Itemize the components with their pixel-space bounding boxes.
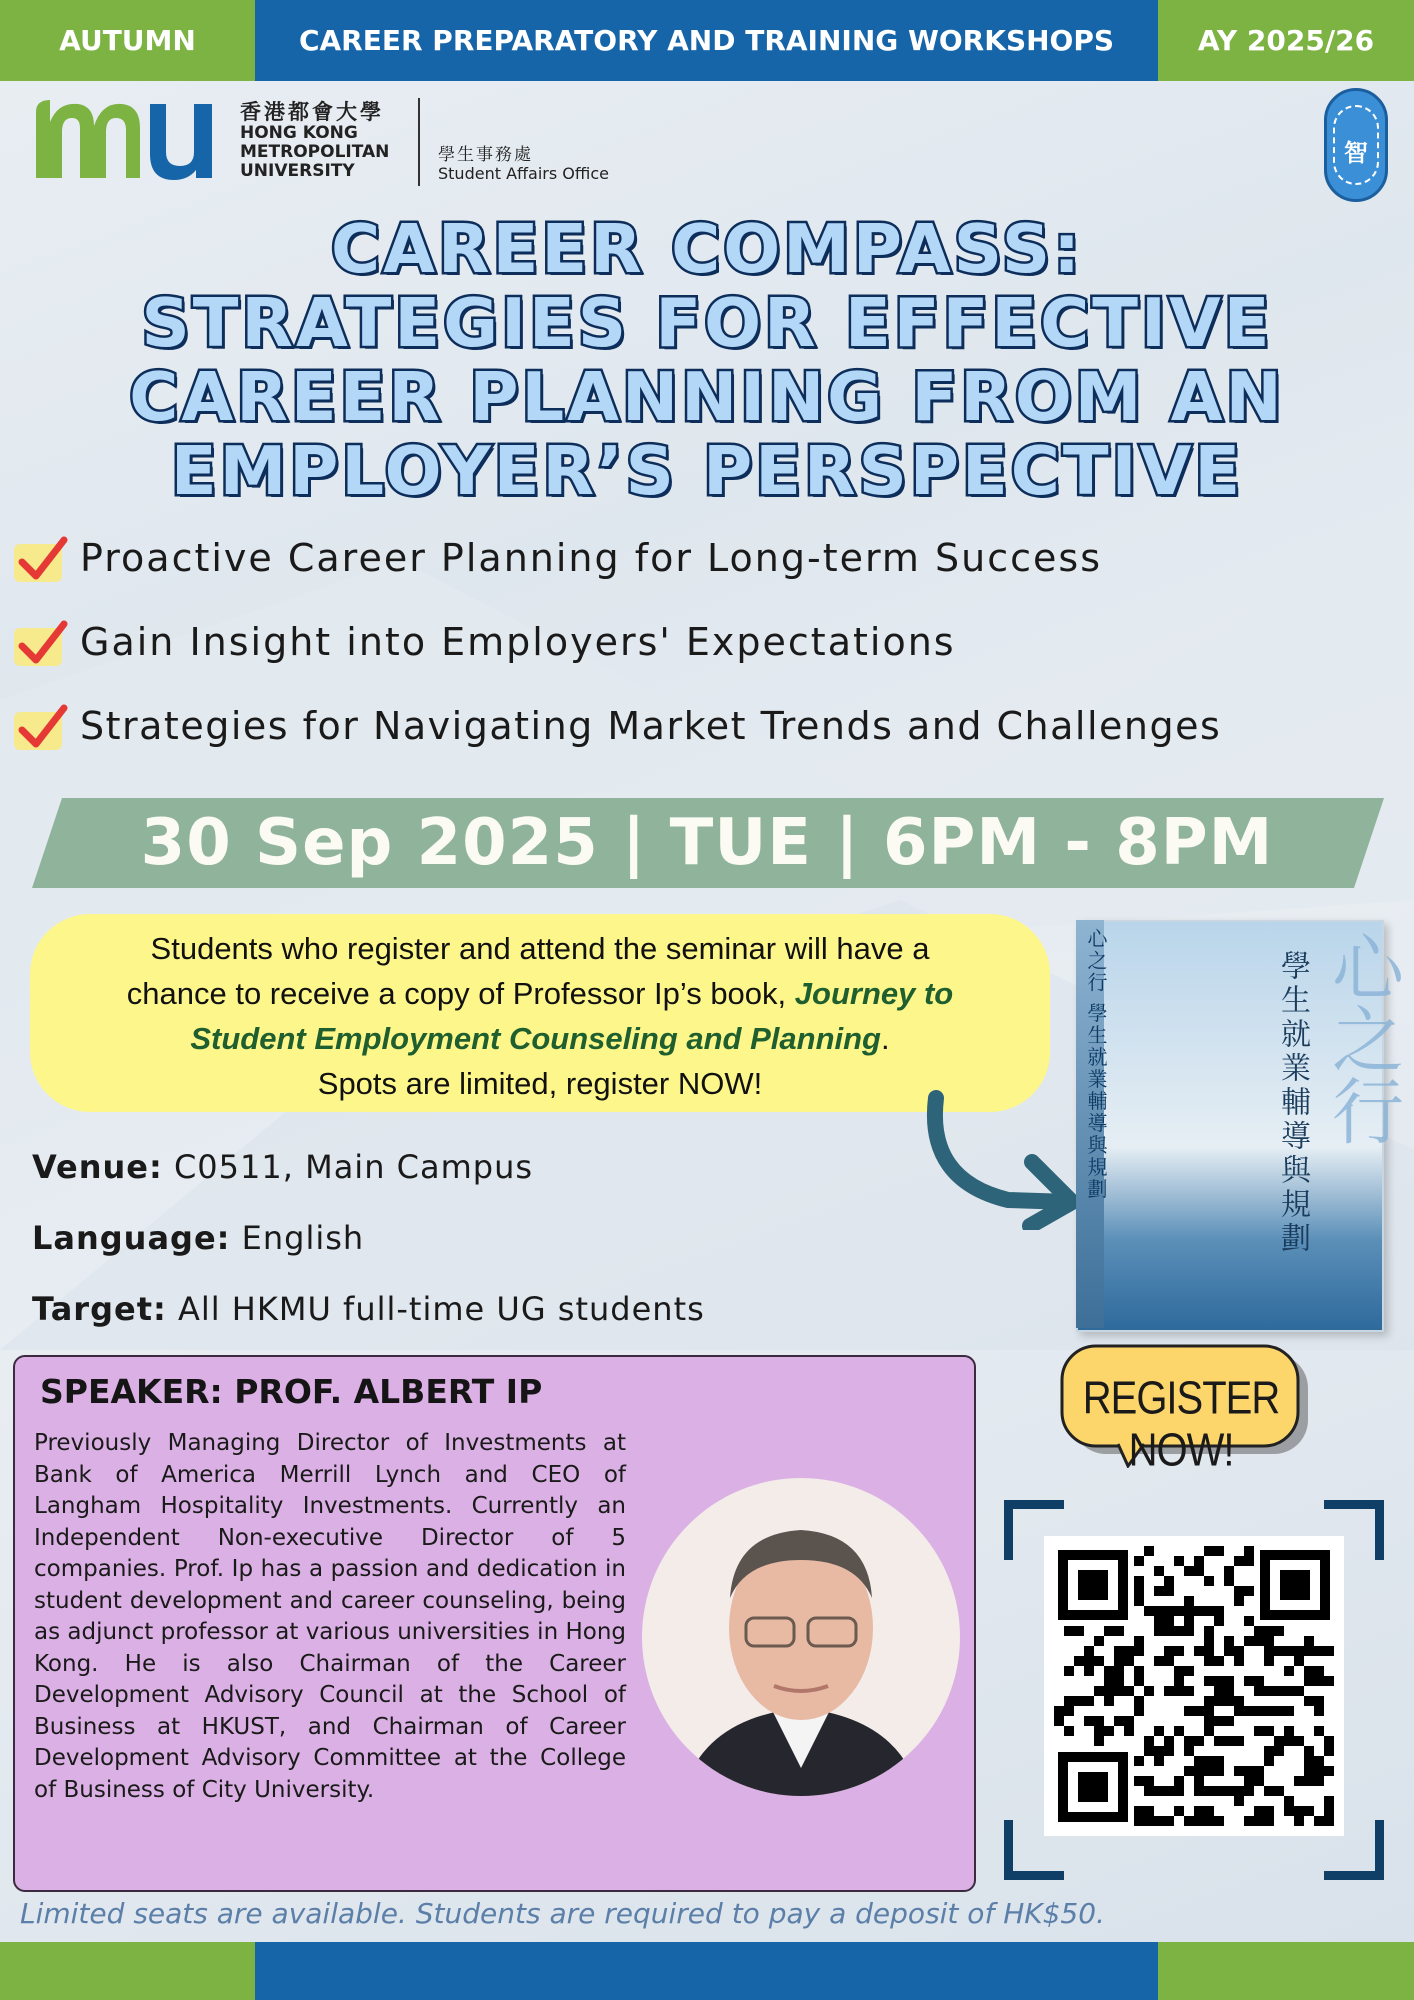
speaker-heading: SPEAKER: PROF. ALBERT IP bbox=[40, 1372, 543, 1411]
bullet-text: Strategies for Navigating Market Trends and Challenges bbox=[80, 704, 1222, 748]
office-name-english: Student Affairs Office bbox=[438, 164, 609, 183]
office-name-chinese: 學生事務處 bbox=[438, 145, 533, 165]
target-info bbox=[32, 1290, 705, 1328]
venue-info bbox=[32, 1148, 533, 1186]
venue-value: C0511, Main Campus bbox=[162, 1148, 534, 1186]
target-label: Target: bbox=[32, 1290, 167, 1328]
check-icon bbox=[16, 618, 68, 670]
bottom-bar-right bbox=[1158, 1942, 1414, 2000]
language-label: Language: bbox=[32, 1219, 231, 1257]
bullet-item-2 bbox=[14, 618, 1404, 678]
bullet-item-3 bbox=[14, 702, 1404, 762]
registration-qr-code[interactable] bbox=[1044, 1536, 1344, 1836]
language-value: English bbox=[230, 1219, 365, 1257]
title-line-3: CAREER PLANNING FROM AN bbox=[129, 358, 1285, 436]
deposit-footnote: Limited seats are available. Students are required to pay a deposit of HK$50. bbox=[20, 1897, 1105, 1930]
top-bar-right bbox=[1158, 0, 1414, 81]
badge-character: 智 bbox=[1344, 139, 1368, 167]
promo-line-1: Students who register and attend the seminar will have a bbox=[150, 931, 930, 966]
book-title-part-1: Journey to bbox=[794, 976, 954, 1011]
promo-line-4: Spots are limited, register NOW! bbox=[317, 1066, 763, 1101]
book-giveaway-text bbox=[50, 926, 1030, 1106]
bottom-bar-center bbox=[255, 1942, 1158, 2000]
target-value: All HKMU full-time UG students bbox=[166, 1290, 705, 1328]
future-skills-badge bbox=[1324, 88, 1388, 202]
language-info bbox=[32, 1219, 364, 1257]
book-title-part-2: Student Employment Counseling and Planning bbox=[190, 1021, 881, 1056]
speaker-bio: Previously Managing Director of Investments at Bank of America Merrill Lynch and CEO of Langham Hospitality Investments. Currently an Independent Non-executive Director of 5 companies. Prof. Ip has a passion and dedication in student development and career counseling, being as adjunct professor at various universities in Hong Kong. He is also Chairman of the Career Development Advisory Council at the School of Business at HKUST, and Chairman of Career Development Advisory Committee at the College of Business of City University. bbox=[34, 1430, 627, 1803]
bullet-text: Proactive Career Planning for Long-term Success bbox=[80, 536, 1102, 580]
speaker-photo bbox=[642, 1478, 960, 1796]
semester-label: AUTUMN bbox=[59, 24, 196, 57]
promo-line-2: chance to receive a copy of Professor Ip’s book, Journey to bbox=[126, 976, 954, 1011]
university-name-english: HONG KONG METROPOLITAN UNIVERSITY bbox=[240, 123, 390, 181]
hkmu-logo bbox=[28, 92, 228, 184]
title-line-4: EMPLOYER’S PERSPECTIVE bbox=[170, 432, 1244, 510]
check-icon bbox=[16, 534, 68, 586]
university-name-chinese: 香港都會大學 bbox=[240, 100, 384, 124]
book-cover-big-title: 心之行 bbox=[1320, 930, 1404, 1146]
series-title: CAREER PREPARATORY AND TRAINING WORKSHOPS bbox=[298, 24, 1115, 57]
check-icon bbox=[16, 702, 68, 754]
promo-line-3: Student Employment Counseling and Planning. bbox=[190, 1021, 890, 1056]
bullet-item-1 bbox=[14, 534, 1404, 594]
book-spine-title: 心之行 學生就業輔導與規劃 bbox=[1084, 928, 1108, 1201]
top-bar-center bbox=[255, 0, 1158, 81]
bullet-text: Gain Insight into Employers' Expectations bbox=[80, 620, 956, 664]
title-line-1: CAREER COMPASS: bbox=[331, 210, 1083, 288]
book-cover-title: 學生就業輔導與規劃 bbox=[1275, 950, 1310, 1256]
bottom-bar-left bbox=[0, 1942, 255, 2000]
event-datetime: 30 Sep 2025 | TUE | 6PM - 8PM bbox=[140, 806, 1274, 880]
top-bar-left bbox=[0, 0, 255, 81]
title-line-2: STRATEGIES FOR EFFECTIVE bbox=[141, 284, 1273, 362]
register-now-label[interactable]: REGISTER NOW! bbox=[1082, 1373, 1280, 1476]
venue-label: Venue: bbox=[32, 1148, 163, 1186]
logo-divider bbox=[418, 98, 420, 186]
academic-year-label: AY 2025/26 bbox=[1197, 24, 1375, 57]
event-title bbox=[0, 212, 1414, 508]
curved-arrow-icon bbox=[920, 1090, 1080, 1230]
